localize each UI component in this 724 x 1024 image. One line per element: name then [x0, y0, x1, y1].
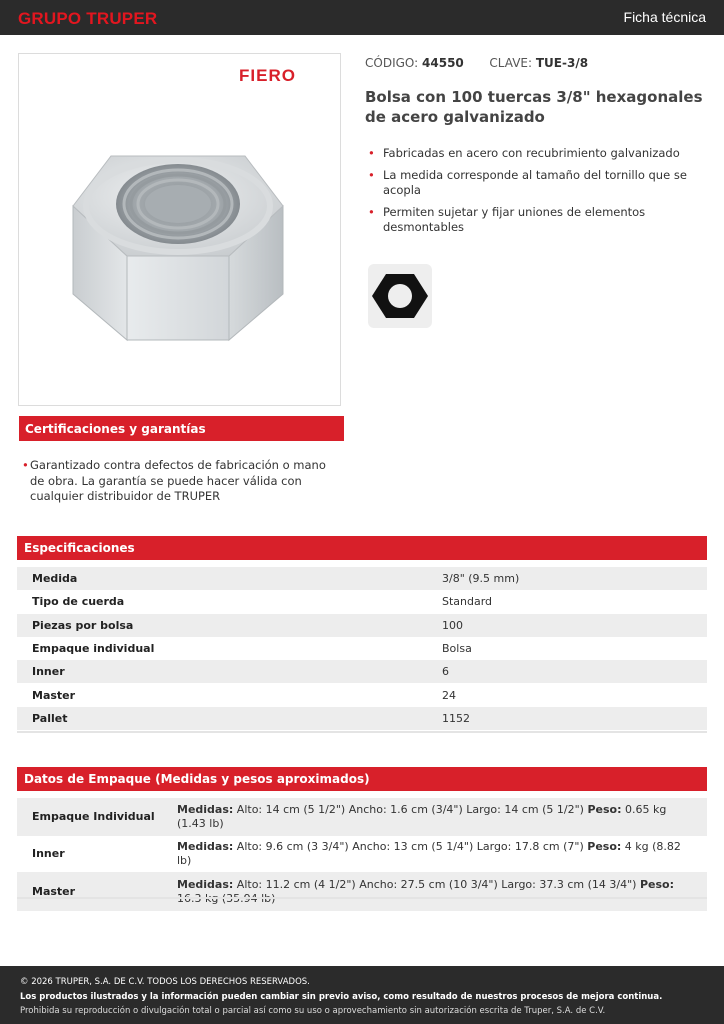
spec-label: Master [32, 688, 76, 702]
table-row [17, 614, 707, 637]
medidas-value: Alto: 14 cm (5 1/2") Ancho: 1.6 cm (3/4") Largo: 14 cm (5 1/2") [236, 803, 584, 816]
table-row [17, 683, 707, 706]
clave-value: TUE-3/8 [535, 56, 589, 70]
spec-label: Tipo de cuerda [32, 595, 125, 609]
medidas-value: Alto: 11.2 cm (4 1/2") Ancho: 27.5 cm (10 3/4") Largo: 37.3 cm (14 3/4") [236, 877, 637, 891]
copyright-text: © 2026 TRUPER, S.A. DE C.V. TODOS LOS DERECHOS RESERVADOS. [20, 977, 310, 987]
spec-value: Standard [442, 595, 493, 609]
header-bar [0, 0, 724, 35]
table-row [17, 637, 707, 660]
table-row [17, 707, 707, 730]
codigo-value: 44550 [422, 56, 464, 70]
especificaciones-heading: Especificaciones [17, 536, 707, 560]
feature-list [365, 146, 710, 242]
product-codes [365, 56, 588, 70]
spec-label: Medida [17, 567, 442, 590]
clave-label: CLAVE: [489, 56, 533, 70]
peso-label: Peso: [587, 840, 622, 853]
spec-value: Bolsa [442, 642, 472, 656]
feature-item: • La medida corresponde al tamaño del tornillo que se acopla [365, 168, 710, 199]
pack-label: Master [17, 872, 177, 911]
spec-value: 24 [442, 688, 456, 702]
certificaciones-heading: Certificaciones y garantías [19, 416, 344, 441]
table-row [17, 872, 707, 911]
doc-type-label: Ficha técnica [623, 9, 706, 25]
brand-logo: GRUPO TRUPER [18, 9, 158, 28]
divider [17, 731, 707, 733]
hex-nut-icon [368, 264, 432, 328]
medidas-label: Medidas: [177, 877, 234, 891]
empaque-heading: Datos de Empaque (Medidas y pesos aproximados) [17, 767, 707, 791]
medidas-label: Medidas: [177, 803, 234, 816]
spec-value: 6 [442, 660, 707, 683]
footer [0, 966, 724, 1024]
hex-nut-icon-tile [368, 264, 432, 328]
spec-label: Inner [17, 660, 442, 683]
feature-item: • Fabricadas en acero con recubrimiento galvanizado [365, 146, 710, 162]
certificaciones-text [22, 458, 337, 505]
table-row [17, 567, 707, 590]
pack-label: Inner [32, 847, 65, 860]
medidas-value: Alto: 9.6 cm (3 3/4") Ancho: 13 cm (5 1/4") Largo: 17.8 cm (7") [236, 840, 584, 853]
pack-value [177, 798, 707, 836]
spec-value: 100 [442, 614, 707, 637]
pack-value [177, 836, 707, 872]
spec-label: Empaque individual [32, 642, 155, 656]
prohibition-text: Prohibida su reproducción o divulgación total o parcial así como su uso o aprovechamiento sin autorización escrita de Truper, S.A. de C.V. [20, 1006, 606, 1016]
peso-label: Peso: [639, 877, 674, 891]
spec-label: Pallet [17, 707, 442, 730]
hex-nut-photo [69, 144, 289, 344]
codigo-label: CÓDIGO: [365, 56, 419, 70]
specs-table [17, 567, 707, 730]
divider [17, 897, 707, 899]
packaging-table [17, 798, 707, 911]
product-title: Bolsa con 100 tuercas 3/8" hexagonales de acero galvanizado [365, 88, 703, 126]
peso-value: 4 kg (8.82 lb) [177, 840, 681, 867]
medidas-label: Medidas: [177, 840, 234, 853]
pack-label: Empaque Individual [17, 798, 177, 836]
fiero-logo: FIERO [239, 66, 296, 85]
peso-value: 0.65 kg (1.43 lb) [177, 803, 667, 830]
bullet-icon: • [22, 458, 29, 472]
table-row [17, 660, 707, 683]
notice-text: Los productos ilustrados y la información pueden cambiar sin previo aviso, como resultado de nuestros procesos de mejora continua. [20, 991, 663, 1002]
spec-value: 1152 [442, 707, 707, 730]
warranty-text: Garantizado contra defectos de fabricación o mano de obra. La garantía se puede hacer válida con cualquier distribuidor de TRUPER [30, 458, 326, 503]
spec-label: Piezas por bolsa [17, 614, 442, 637]
spec-value: 3/8" (9.5 mm) [442, 567, 707, 590]
peso-label: Peso: [587, 803, 622, 816]
table-row [17, 590, 707, 613]
product-image-box [18, 53, 341, 406]
table-row [17, 798, 707, 836]
pack-value [177, 872, 707, 911]
feature-item: • Permiten sujetar y fijar uniones de elementos desmontables [365, 205, 710, 236]
table-row [17, 836, 707, 872]
